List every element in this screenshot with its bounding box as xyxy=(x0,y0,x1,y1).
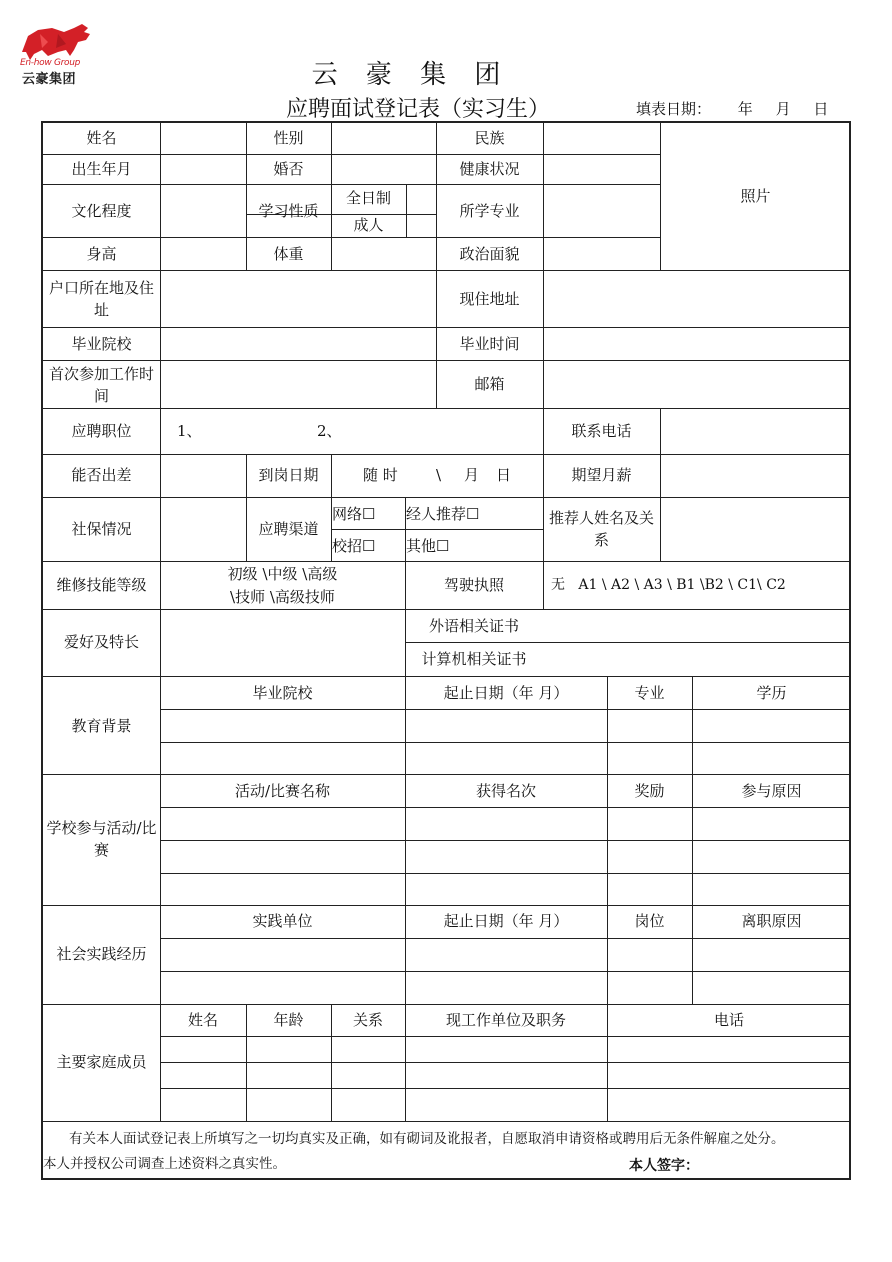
label-start-date: 到岗日期 xyxy=(258,466,319,484)
label-channel: 应聘渠道 xyxy=(258,520,319,538)
statement-line-2: 本人并授权公司调查上述资料之真实性。 xyxy=(43,1156,286,1172)
form-grid xyxy=(41,121,851,1180)
prac-header-post: 岗位 xyxy=(634,912,665,930)
label-license: 驾驶执照 xyxy=(443,576,504,594)
fam-header-phone: 电话 xyxy=(713,1011,744,1029)
edu-header-degree: 学历 xyxy=(756,684,787,702)
fill-date-day: 日 xyxy=(813,100,829,118)
company-name: 云 豪 集 团 xyxy=(311,60,511,90)
skill-options-1: 初级 \中级 \高级 xyxy=(227,565,338,583)
start-day: 日 xyxy=(496,466,512,484)
label-position: 应聘职位 xyxy=(71,422,132,440)
label-school: 毕业院校 xyxy=(71,335,132,353)
label-education-level: 文化程度 xyxy=(71,202,132,220)
channel-campus[interactable]: 校招☐ xyxy=(332,537,376,555)
label-first-work: 首次参加工作时间 xyxy=(48,365,154,405)
photo-box: 照片 xyxy=(740,187,771,205)
label-salary: 期望月薪 xyxy=(571,466,632,484)
signature-label: 本人签字： xyxy=(629,1158,699,1174)
fam-header-work: 现工作单位及职务 xyxy=(445,1011,566,1029)
label-political: 政治面貌 xyxy=(459,245,520,263)
channel-referral[interactable]: 经人推荐☐ xyxy=(406,505,480,523)
start-month: 月 xyxy=(464,466,480,484)
fill-date-year: 年 xyxy=(737,100,753,118)
label-major: 所学专业 xyxy=(459,202,520,220)
fill-date-label: 填表日期： xyxy=(636,100,712,118)
fam-header-name: 姓名 xyxy=(187,1011,218,1029)
fam-header-relation: 关系 xyxy=(352,1011,383,1029)
label-pc-cert: 计算机相关证书 xyxy=(421,650,527,668)
label-hobby: 爱好及特长 xyxy=(63,633,139,651)
label-ethnicity: 民族 xyxy=(474,129,505,147)
logo-en-name: En-how Group xyxy=(20,58,81,68)
logo-cn-name: 云豪集团 xyxy=(22,72,77,87)
label-referrer: 推荐人姓名及关系 xyxy=(548,509,654,549)
label-hukou: 户口所在地及住址 xyxy=(48,279,154,319)
label-phone: 联系电话 xyxy=(571,422,632,440)
education-label: 教育背景 xyxy=(71,717,132,735)
label-current-address: 现住地址 xyxy=(459,290,520,308)
start-any: 随 时 xyxy=(363,466,398,484)
prac-header-dates: 起止日期（年 月） xyxy=(443,912,569,930)
label-gender: 性别 xyxy=(273,129,304,147)
skill-options-2: \技师 \高级技师 xyxy=(230,588,335,606)
label-weight: 体重 xyxy=(273,245,304,263)
label-lang-cert: 外语相关证书 xyxy=(428,617,519,635)
form-title: 应聘面试登记表（实习生） xyxy=(286,97,551,122)
label-skill: 维修技能等级 xyxy=(56,576,147,594)
channel-other[interactable]: 其他☐ xyxy=(406,537,450,555)
label-travel: 能否出差 xyxy=(71,466,132,484)
label-adult: 成人 xyxy=(353,216,384,234)
act-header-name: 活动/比赛名称 xyxy=(234,782,331,800)
label-email: 邮箱 xyxy=(474,375,505,393)
prac-header-unit: 实践单位 xyxy=(252,912,313,930)
edu-header-school: 毕业院校 xyxy=(252,684,313,702)
prac-header-reason: 离职原因 xyxy=(741,912,802,930)
edu-header-dates: 起止日期（年 月） xyxy=(443,684,569,702)
label-height: 身高 xyxy=(86,245,117,263)
label-study-type: 学习性质 xyxy=(258,202,319,220)
label-full-time: 全日制 xyxy=(345,189,391,207)
family-label: 主要家庭成员 xyxy=(56,1053,147,1071)
act-header-rank: 获得名次 xyxy=(475,782,536,800)
channel-network[interactable]: 网络☐ xyxy=(332,505,376,523)
position-2: 2、 xyxy=(317,422,342,440)
fam-header-age: 年龄 xyxy=(273,1011,304,1029)
label-health: 健康状况 xyxy=(459,160,520,178)
license-options: 无 A1 \ A2 \ A3 \ B1 \B2 \ C1\ C2 xyxy=(551,577,786,593)
label-name: 姓名 xyxy=(86,129,117,147)
label-marriage: 婚否 xyxy=(273,160,304,178)
label-birth: 出生年月 xyxy=(71,160,132,178)
fill-date xyxy=(636,98,828,119)
practice-label: 社会实践经历 xyxy=(56,945,147,963)
label-social: 社保情况 xyxy=(71,520,132,538)
start-sep: \ xyxy=(436,466,442,484)
act-header-award: 奖励 xyxy=(634,782,665,800)
statement-line-1: 有关本人面试登记表上所填写之一切均真实及正确，如有砌词及讹报者，自愿取消申请资格或聘用后无条件解雇之处分。 xyxy=(69,1131,785,1147)
act-header-reason: 参与原因 xyxy=(741,782,802,800)
edu-header-major: 专业 xyxy=(634,684,665,702)
fill-date-month: 月 xyxy=(775,100,791,118)
label-grad-time: 毕业时间 xyxy=(459,335,520,353)
activities-label: 学校参与活动/比赛 xyxy=(46,819,157,859)
position-1: 1、 xyxy=(177,422,202,440)
